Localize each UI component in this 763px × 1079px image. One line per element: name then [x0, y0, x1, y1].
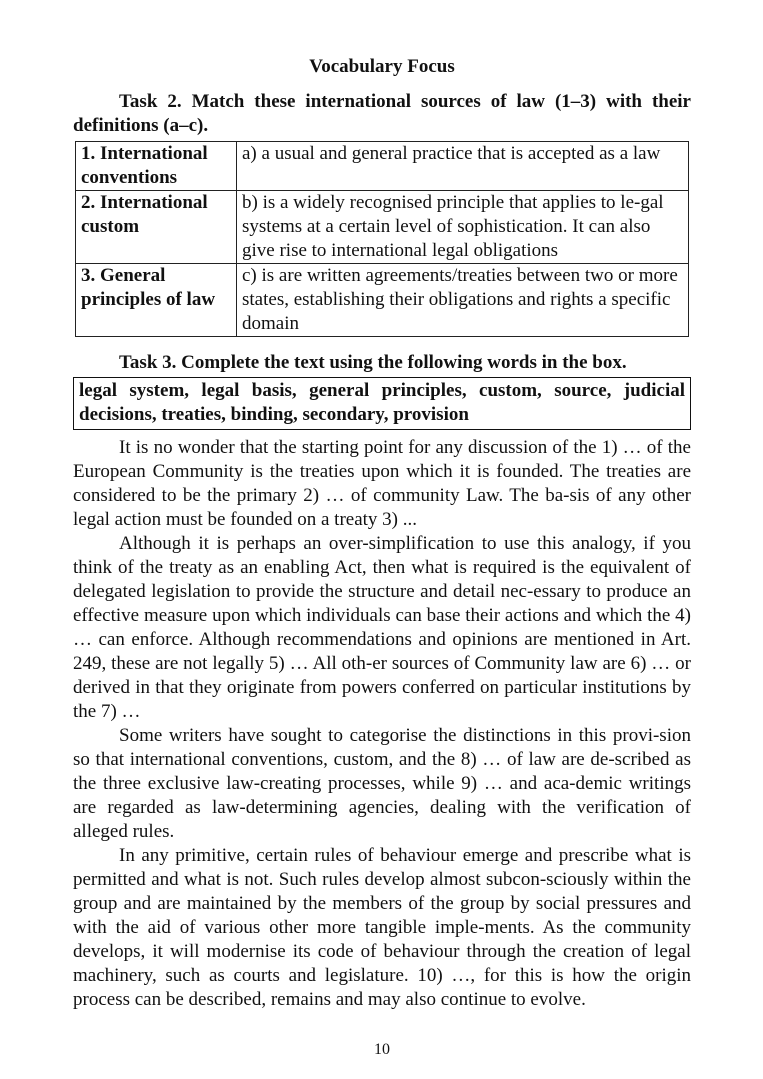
- task-2-instruction: Task 2. Match these international sources of law (1–3) with their definitions (a–c).: [73, 91, 691, 136]
- paragraph: In any primitive, certain rules of behaviour emerge and prescribe what is permitted and what is not. Such rules develop almost subcon-sciously within the group and are maintained by the members of the group by social pressures and with the aid of various other more tangible imple-ments. As the community develops, it will modernise its code of behaviour through the creation of legal machinery, such as courts and legislature. 10) …, for this is how the origin process can be described, remains and may also continue to evolve.: [73, 845, 691, 1010]
- task-3-instruction: Task 3. Complete the text using the following words in the box.: [119, 352, 627, 373]
- table-row: [76, 142, 689, 191]
- table-row: [76, 191, 689, 264]
- table-row: [76, 264, 689, 337]
- definition-cell: [237, 191, 689, 264]
- reading-text: [73, 436, 691, 1012]
- definition-text: b) is a widely recognised principle that applies to le-gal systems at a certain level of sophistication. It can also give rise to international legal obligations: [242, 192, 664, 261]
- definition-cell: c) is are written agreements/treaties between two or more states, establishing their obligations and rights a specific domain: [237, 264, 689, 337]
- page-number: 10: [374, 1041, 390, 1058]
- term-cell: 1. International conventions: [76, 142, 237, 191]
- section-heading: Vocabulary Focus: [309, 56, 455, 77]
- matching-table: [75, 141, 689, 337]
- term-cell: 3. General principles of law: [76, 264, 237, 337]
- paragraph: It is no wonder that the starting point for any discussion of the 1) … of the European Community is the treaties upon which it is founded. The treaties are considered to be the primary 2) … of community Law. The ba-sis of any other legal action must be founded on a treaty 3) ...: [73, 437, 691, 530]
- word-box: legal system, legal basis, general principles, custom, source, judicial decisions, treaties, binding, secondary, provision: [73, 377, 691, 430]
- term-cell: 2. International custom: [76, 191, 237, 264]
- definition-cell: a) a usual and general practice that is accepted as a law: [237, 142, 689, 191]
- paragraph: Some writers have sought to categorise the distinctions in this provi-sion so that international conventions, custom, and the 8) … of law are de-scribed as the three exclusive law-creating processes, while 9) … and aca-demic writings are regarded as law-determining agencies, dealing with the verification of alleged rules.: [73, 725, 691, 842]
- paragraph: Although it is perhaps an over-simplification to use this analogy, if you think of the treaty as an enabling Act, then what is required is the equivalent of delegated legislation to provide the structure and detail nec-essary to produce an effective measure upon which individuals can base their actions and which the 4) … can enforce. Although recommendations and opinions are mentioned in Art. 249, these are not legally 5) … All oth-er sources of Community law are 6) … or derived in that they originate from powers conferred on particular institutions by the 7) …: [73, 533, 691, 722]
